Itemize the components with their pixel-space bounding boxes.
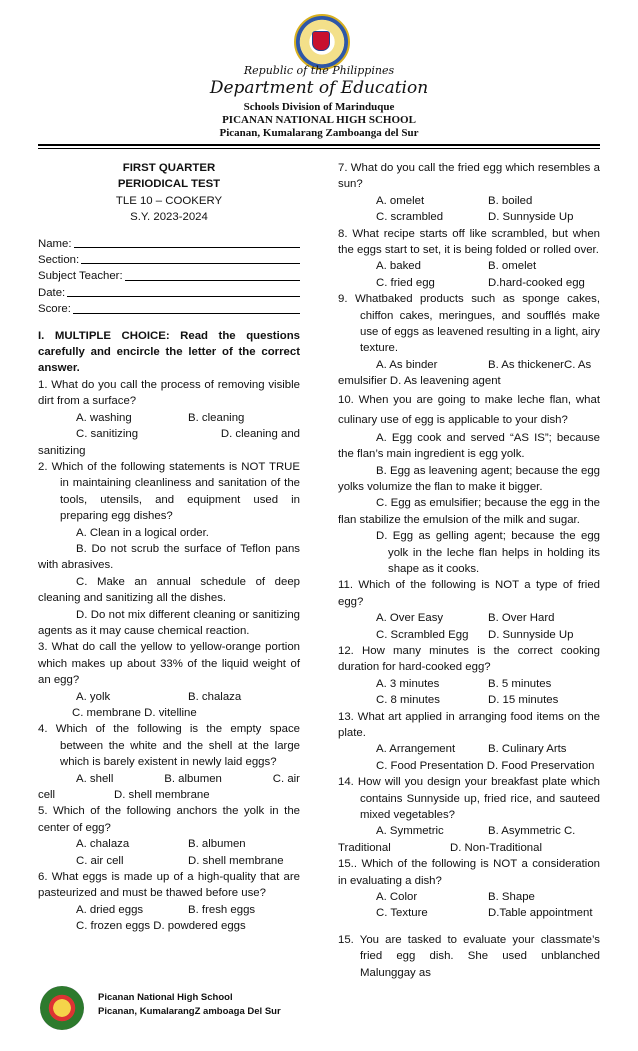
question-2: 2. Which of the following statements is NOT TRUE in maintaining cleanliness and sanitation of the tools, utensils, and equipment used in preparing egg dishes? <box>38 460 300 523</box>
teacher-field[interactable]: Subject Teacher: <box>38 268 300 284</box>
school-logo-icon <box>40 986 84 1030</box>
q10-option-a[interactable]: A. Egg cook and served “AS IS”; because the flan’s main ingredient is egg yolk. <box>338 431 600 461</box>
name-field[interactable]: Name: <box>38 236 300 252</box>
q10-option-d[interactable]: D. Egg as gelling agent; because the egg yolk in the leche flan helps in holding its shape as it cooks. <box>376 530 600 575</box>
division-heading: Schools Division of Marinduque <box>243 101 395 113</box>
q4-option-d[interactable]: D. shell membrane <box>114 789 210 802</box>
department-heading: Department of Education <box>209 78 429 98</box>
q5-option-d[interactable]: D. shell membrane <box>188 854 284 867</box>
q9-option-b[interactable]: B. As thickenerC. As <box>488 358 592 371</box>
question-8: 8. What recipe starts off like scrambled, but when the eggs start to set, it is being folded or rolled over. <box>338 227 600 257</box>
q3-option-b[interactable]: B. chalaza <box>188 690 242 703</box>
q13-options-cd[interactable]: C. Food Presentation D. Food Preservation <box>376 759 595 772</box>
q5-option-c[interactable]: C. air cell <box>76 854 124 867</box>
q15-option-c[interactable]: C. Texture <box>376 907 428 920</box>
left-column <box>38 160 300 935</box>
q13-option-a[interactable]: A. Arrangement <box>376 743 456 756</box>
question-15: 15.. Which of the following is NOT a consideration in evaluating a dish? <box>338 858 600 887</box>
question-4: 4. Which of the following is the empty space between the white and the shell at the large which is barely existent in newly laid eggs? <box>38 723 300 769</box>
q13-option-b[interactable]: B. Culinary Arts <box>488 743 567 756</box>
question-13: 13. What art applied in arranging food items on the plate. <box>338 710 600 739</box>
school-year: S.Y. 2023-2024 <box>130 211 208 224</box>
subject-title: TLE 10 – COOKERY <box>115 194 223 207</box>
question-1: 1. What do you call the process of removing visible dirt from a surface? <box>38 378 300 408</box>
question-11: 11. Which of the following is NOT a type of fried egg? <box>338 579 600 608</box>
header-divider-thin <box>38 148 600 149</box>
q14-option-a[interactable]: A. Symmetric <box>376 825 444 838</box>
q1-option-c[interactable]: C. sanitizing <box>76 428 139 441</box>
q2-option-b[interactable]: B. Do not scrub the surface of Teflon pans with abrasives. <box>38 542 300 572</box>
score-field[interactable]: Score: <box>38 301 300 317</box>
q10-option-b[interactable]: B. Egg as leavening agent; because the egg yolks volumize the flan to make it bigger. <box>338 464 600 493</box>
instruction-text: I. MULTIPLE CHOICE: Read the questions carefully and encircle the letter of the correct answer. <box>38 329 300 375</box>
q4-option-a[interactable]: A. shell <box>76 772 114 785</box>
address-heading: Picanan, Kumalarang Zamboanga del Sur <box>219 127 419 139</box>
q11-option-b[interactable]: B. Over Hard <box>488 612 555 625</box>
question-14: 14. How will you design your breakfast plate which contains Sunnyside up, fried rice, and sauteed mixed vegetables? <box>338 776 600 822</box>
q2-option-c[interactable]: C. Make an annual schedule of deep cleaning and sanitizing all the dishes. <box>38 575 300 605</box>
quarter-title: FIRST QUARTER <box>122 162 216 174</box>
question-9: 9. Whatbaked products such as sponge cakes, chiffon cakes, meringues, and soufflés make use of eggs as leavened resulting in a light, airy texture. <box>338 293 600 355</box>
q14-option-d[interactable]: D. Non-Traditional <box>450 841 543 854</box>
q12-option-d[interactable]: D. 15 minutes <box>488 694 559 707</box>
question-12: 12. How many minutes is the correct cooking duration for hard-cooked egg? <box>338 644 600 674</box>
q15-option-b[interactable]: B. Shape <box>488 891 535 904</box>
q7-option-b[interactable]: B. boiled <box>488 194 533 207</box>
q9-option-a[interactable]: A. As binder <box>376 358 438 371</box>
q7-option-d[interactable]: D. Sunnyside Up <box>488 211 574 224</box>
q5-option-a[interactable]: A. chalaza <box>76 838 130 851</box>
q1-option-d[interactable]: D. cleaning and <box>220 428 300 441</box>
q4-option-b[interactable]: B. albumen <box>164 772 222 785</box>
q1-option-b[interactable]: B. cleaning <box>188 411 245 424</box>
q6-option-a[interactable]: A. dried eggs <box>76 903 144 916</box>
footer-address: Picanan, KumalarangZ amboaga Del Sur <box>98 1006 281 1017</box>
q6-option-b[interactable]: B. fresh eggs <box>188 903 256 916</box>
q12-option-a[interactable]: A. 3 minutes <box>376 677 440 690</box>
question-10: 10. When you are going to make leche flan, what culinary use of egg is applicable to your dish? <box>338 393 600 426</box>
q15-option-a[interactable]: A. Color <box>376 891 418 904</box>
question-6: 6. What eggs is made up of a high-quality that are pasteurized and must be thawed before use? <box>38 871 300 900</box>
q1-option-d-cont: sanitizing <box>38 444 86 457</box>
q4-option-c-cont: cell <box>38 789 56 802</box>
q12-option-b[interactable]: B. 5 minutes <box>488 677 552 690</box>
q9-options-cd[interactable]: emulsifier D. As leavening agent <box>338 375 501 388</box>
q10-option-c[interactable]: C. Egg as emulsifier; because the egg in the flan stabilize the emulsion of the milk and sugar. <box>338 497 600 526</box>
q8-option-d[interactable]: D.hard-cooked egg <box>488 276 585 289</box>
header-divider <box>38 144 600 146</box>
question-16: 15. You are tasked to evaluate your classmate’s fried egg dish. She used unblanched Malunggay as <box>338 933 600 979</box>
q3-options-cd[interactable]: C. membrane D. vitelline <box>72 707 197 719</box>
q2-option-a[interactable]: A. Clean in a logical order. <box>76 526 209 539</box>
q6-options-cd[interactable]: C. frozen eggs D. powdered eggs <box>76 920 246 933</box>
test-title: PERIODICAL TEST <box>117 178 221 191</box>
q8-option-c[interactable]: C. fried egg <box>376 276 435 289</box>
q8-option-b[interactable]: B. omelet <box>488 260 537 273</box>
q2-option-d[interactable]: D. Do not mix different cleaning or sanitizing agents as it may cause chemical reaction. <box>38 608 300 637</box>
q11-option-d[interactable]: D. Sunnyside Up <box>488 628 574 641</box>
q3-option-a[interactable]: A. yolk <box>76 690 111 703</box>
republic-heading: Republic of the Philippines <box>243 64 395 77</box>
q1-option-a[interactable]: A. washing <box>76 411 132 424</box>
question-7: 7. What do you call the fried egg which resembles a sun? <box>338 162 600 191</box>
q8-option-a[interactable]: A. baked <box>376 260 421 273</box>
q11-option-c[interactable]: C. Scrambled Egg <box>376 628 469 641</box>
q7-option-a[interactable]: A. omelet <box>376 194 425 207</box>
question-3: 3. What do call the yellow to yellow-orange portion which makes up about 33% of the liquid weight of an egg? <box>38 641 300 687</box>
section-field[interactable]: Section: <box>38 252 300 268</box>
question-5: 5. Which of the following anchors the yolk in the center of egg? <box>38 805 300 834</box>
date-field[interactable]: Date: <box>38 285 300 301</box>
q5-option-b[interactable]: B. albumen <box>188 838 246 851</box>
q7-option-c[interactable]: C. scrambled <box>376 211 444 224</box>
q14-option-b[interactable]: B. Asymmetric C. <box>488 825 576 838</box>
deped-seal-icon <box>294 14 350 70</box>
footer-school: Picanan National High School <box>98 992 233 1003</box>
q12-option-c[interactable]: C. 8 minutes <box>376 694 440 707</box>
school-heading: PICANAN NATIONAL HIGH SCHOOL <box>222 114 416 126</box>
q14-option-c[interactable]: Traditional <box>338 841 391 854</box>
q4-option-c[interactable]: C. air <box>272 772 300 785</box>
q15-option-d[interactable]: D.Table appointment <box>488 907 593 920</box>
right-column <box>338 160 600 981</box>
q11-option-a[interactable]: A. Over Easy <box>376 612 444 625</box>
